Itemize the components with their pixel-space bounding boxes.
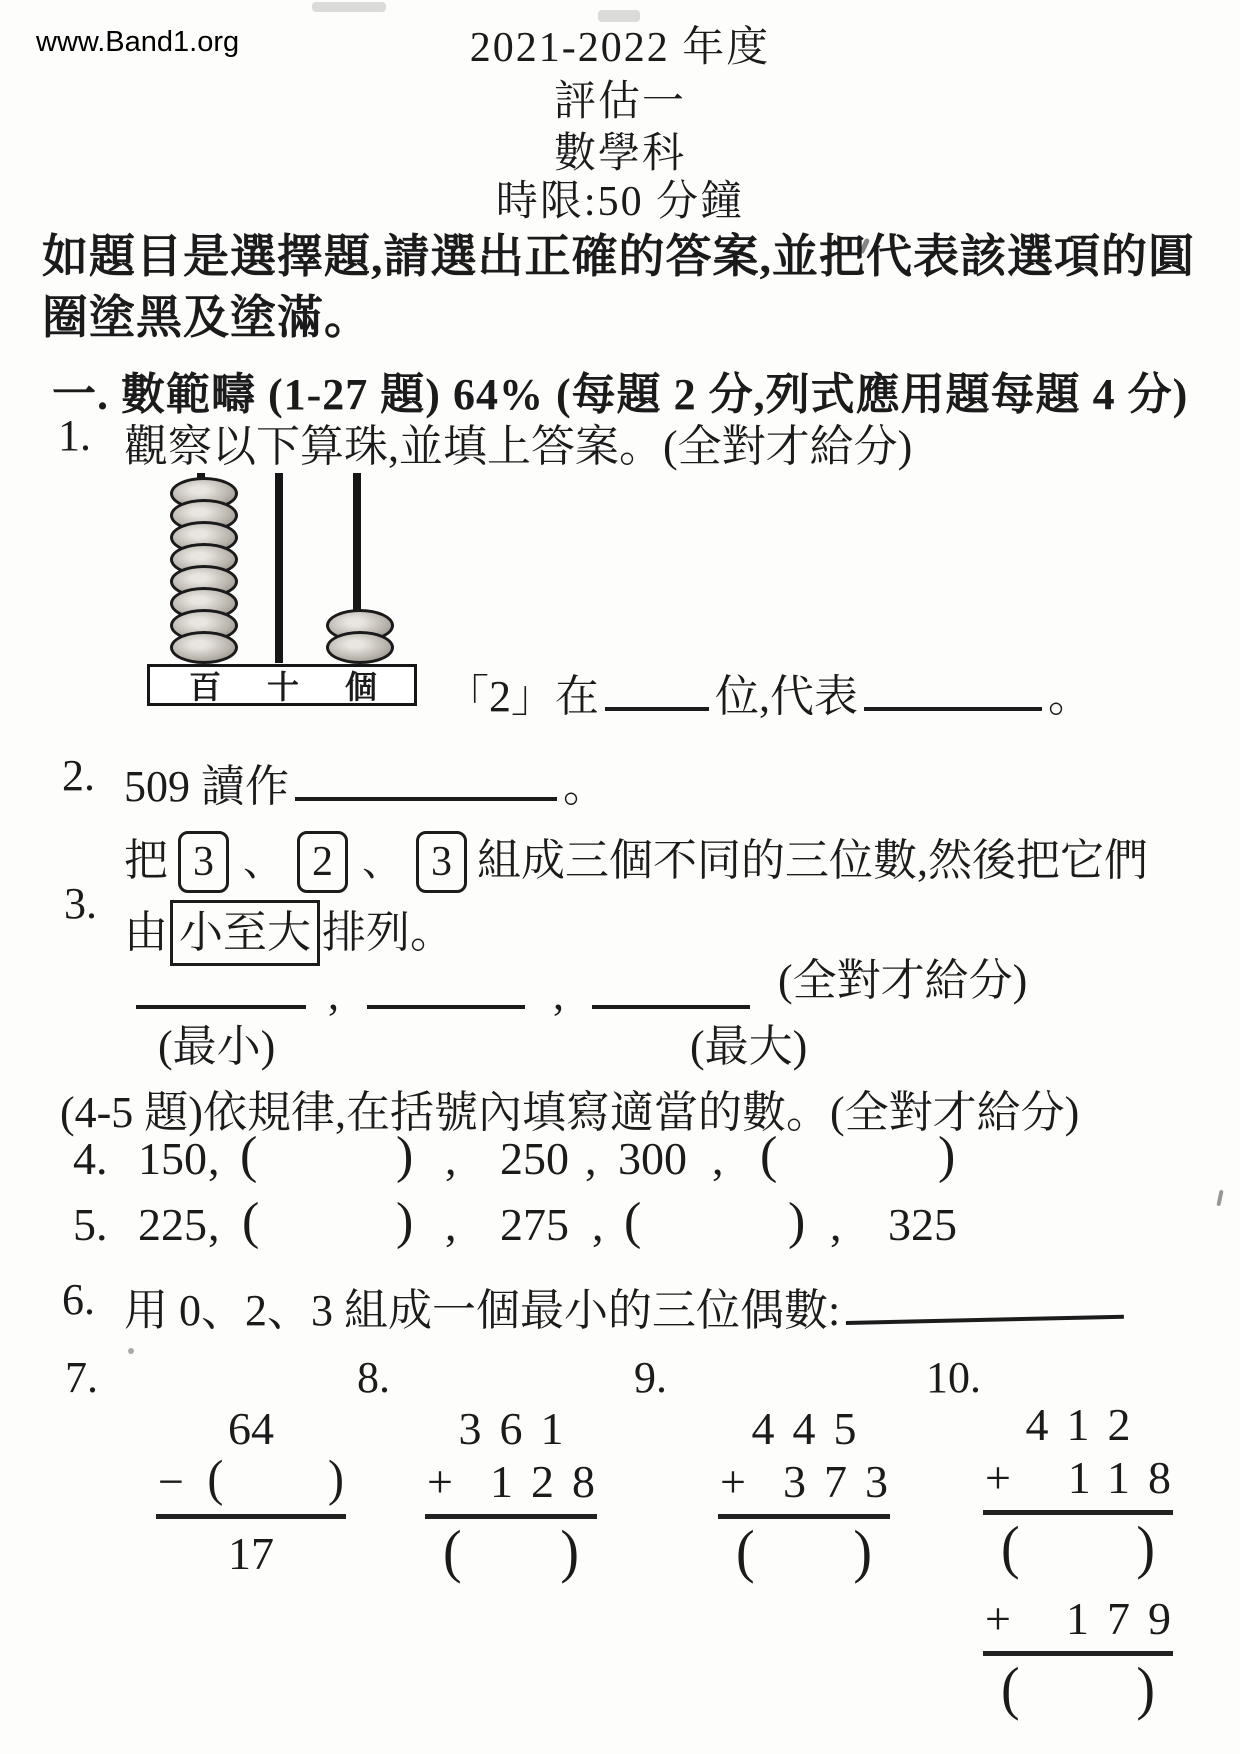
q10-operator-row-1 — [983, 1452, 1189, 1515]
abacus-label-tens: 十 — [266, 669, 300, 705]
q3-digit-tile: 3 — [178, 831, 229, 893]
q6-answer-blank — [845, 1285, 1124, 1325]
series-instruction: (4-5 題)依規律,在括號內填寫適當的數。(全對才給分) — [60, 1088, 1080, 1137]
q5-comma: , — [445, 1199, 457, 1250]
q10-operator-row-2 — [983, 1593, 1189, 1656]
q4-comma: , — [445, 1133, 457, 1184]
q7-paren-close: ) — [328, 1450, 344, 1507]
q8-operator-row — [425, 1456, 613, 1519]
scan-artifact — [128, 1348, 134, 1354]
q4-paren-open: ( — [760, 1127, 778, 1184]
q6-text: 用 0、2、3 組成一個最小的三位偶數: — [124, 1286, 841, 1335]
q8-result-row — [425, 1519, 597, 1585]
q4-paren-open: ( — [240, 1127, 258, 1184]
q9-paren-open: ( — [736, 1519, 755, 1585]
q5-comma: , — [208, 1199, 220, 1250]
q9-operator: + — [720, 1456, 746, 1507]
q3-answer-blank-1 — [136, 975, 306, 1009]
q8-paren-open: ( — [443, 1519, 462, 1585]
q2-number: 2. — [62, 751, 95, 800]
abacus-bead-stack-hundreds — [170, 477, 238, 664]
scan-artifact — [1216, 1190, 1223, 1206]
q10-paren-close: ) — [1136, 1656, 1155, 1722]
q3-number: 3. — [64, 879, 97, 928]
q9-addend-2: 373 — [783, 1456, 906, 1507]
q1-answer-blank-value — [864, 677, 1042, 711]
q4-value: 250 — [500, 1133, 569, 1184]
q9-paren-close: ) — [853, 1519, 872, 1585]
abacus-frame — [147, 664, 417, 706]
q7-arithmetic — [156, 1402, 346, 1580]
q3-line1-pre: 把 — [124, 836, 168, 885]
q2-text-pre: 509 讀作 — [124, 762, 289, 811]
q10-arithmetic — [983, 1398, 1189, 1722]
q5-number: 5. — [73, 1199, 108, 1250]
q3-line2 — [124, 896, 454, 966]
q3-separator: 、 — [362, 839, 402, 884]
q10-addend-2: 118 — [1067, 1452, 1189, 1503]
q7-operator: − — [158, 1456, 184, 1507]
q3-boxed-phrase: 小至大 — [170, 900, 320, 966]
header-subject: 數學科 — [553, 131, 686, 177]
q8-paren-close: ) — [560, 1519, 579, 1585]
q1-number: 1. — [58, 411, 91, 460]
q2-text-end: 。 — [563, 762, 607, 811]
q8-addend-1: 361 — [458, 1403, 582, 1454]
q8-number: 8. — [357, 1353, 390, 1402]
q9-number: 9. — [634, 1353, 667, 1402]
q5-paren-close: ) — [788, 1193, 806, 1250]
q5-comma: , — [592, 1199, 604, 1250]
q5-comma: , — [830, 1199, 842, 1250]
q6-number: 6. — [62, 1275, 95, 1324]
q8-addend-2: 128 — [490, 1456, 613, 1507]
q6-line — [124, 1274, 1130, 1338]
q8-arithmetic — [425, 1402, 613, 1585]
q4-paren-close: ) — [938, 1127, 956, 1184]
q7-minuend: 64 — [228, 1403, 274, 1454]
q3-line2-post: 排列。 — [322, 908, 454, 957]
q10-result-row-2 — [983, 1656, 1173, 1722]
q3-digit-tile: 2 — [297, 831, 348, 893]
q10-paren-open: ( — [1001, 1515, 1020, 1581]
q4-number: 4. — [73, 1133, 108, 1184]
q7-paren-open: ( — [207, 1450, 224, 1507]
q4-value: 300 — [618, 1133, 687, 1184]
q3-comma: , — [328, 970, 339, 1019]
header-year: 2021-2022 年度 — [469, 25, 771, 71]
scan-artifact — [312, 2, 386, 12]
header-assessment: 評估一 — [553, 79, 686, 125]
q7-number: 7. — [65, 1353, 98, 1402]
q3-line2-pre: 由 — [124, 908, 168, 957]
q10-result-row-1 — [983, 1515, 1173, 1581]
q7-difference: 17 — [228, 1528, 274, 1579]
q8-operator: + — [427, 1456, 453, 1507]
q5-value: 275 — [500, 1199, 569, 1250]
q10-number: 10. — [926, 1353, 981, 1402]
q3-min-label: (最小) — [158, 1022, 276, 1071]
q5-paren-open: ( — [242, 1193, 260, 1250]
watermark: www.Band1.org — [36, 26, 240, 58]
q3-digit-tile: 3 — [416, 831, 467, 893]
abacus-rod-tens — [275, 473, 283, 663]
q3-note: (全對才給分) — [778, 956, 1028, 1005]
q4-comma: , — [585, 1133, 597, 1184]
q4-comma: , — [208, 1133, 220, 1184]
q3-comma: , — [553, 970, 564, 1019]
q9-result-row — [718, 1519, 890, 1585]
q2-answer-blank — [295, 767, 557, 801]
q4-paren-close: ) — [396, 1127, 414, 1184]
q2-line — [124, 750, 607, 814]
abacus-label-hundreds: 百 — [188, 669, 222, 705]
q1-prompt: 觀察以下算珠,並填上答案。(全對才給分) — [124, 422, 913, 471]
q10-operator-2: + — [985, 1593, 1011, 1644]
abacus-bead — [170, 631, 238, 664]
q5-paren-close: ) — [396, 1193, 414, 1250]
q10-addend-3: 179 — [1066, 1593, 1189, 1644]
q1-fill-line — [445, 660, 1092, 724]
q1-fill-mid: 位,代表 — [715, 672, 858, 721]
q3-line1 — [124, 824, 1148, 893]
q3-answer-blank-3 — [592, 975, 750, 1009]
q10-addend-1: 412 — [1025, 1399, 1149, 1450]
q3-answer-blank-2 — [367, 975, 525, 1009]
q5-value: 325 — [888, 1199, 957, 1250]
q3-line1-post: 組成三個不同的三位數,然後把它們 — [477, 836, 1148, 885]
q10-paren-open: ( — [1001, 1656, 1020, 1722]
section-heading: 一. 數範疇 (1-27 題) 64% (每題 2 分,列式應用題每題 4 分) — [52, 370, 1189, 419]
q1-fill-end: 。 — [1048, 672, 1092, 721]
header-time-limit: 時限:50 分鐘 — [495, 179, 745, 225]
q7-operator-row — [156, 1450, 346, 1519]
abacus-bead — [326, 631, 394, 664]
abacus-bead-stack-ones — [326, 609, 394, 664]
q1-fill-pre: 「2」在 — [445, 672, 599, 721]
instructions: 如題目是選擇題,請選出正確的答案,並把代表該選項的圓圈塗黑及塗滿。 — [42, 231, 1195, 343]
q10-paren-close: ) — [1136, 1515, 1155, 1581]
q3-separator: 、 — [243, 839, 283, 884]
q9-arithmetic — [718, 1402, 906, 1585]
abacus-label-ones: 個 — [344, 669, 378, 705]
q1-answer-blank-place — [605, 677, 709, 711]
q9-operator-row — [718, 1456, 906, 1519]
q5-paren-open: ( — [624, 1193, 642, 1250]
q3-max-label: (最大) — [690, 1022, 808, 1071]
q5-value: 225 — [138, 1199, 207, 1250]
q4-value: 150 — [138, 1133, 207, 1184]
q4-comma: , — [712, 1133, 724, 1184]
abacus — [140, 470, 430, 706]
q10-operator-1: + — [985, 1452, 1011, 1503]
q9-addend-1: 445 — [751, 1403, 875, 1454]
